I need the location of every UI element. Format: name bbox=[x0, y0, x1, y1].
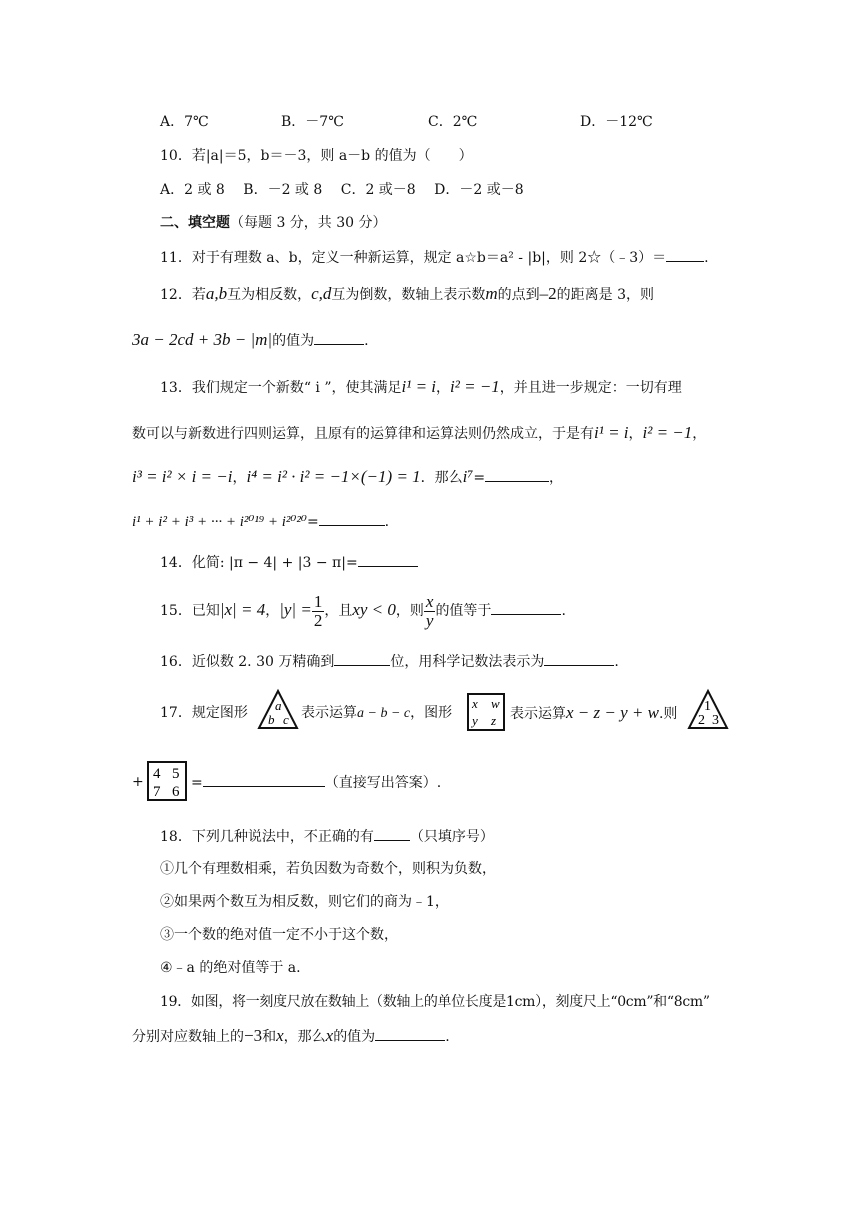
q15: 15．已知|x| = 4，|y| = $\frac{1}{2}$ ，且xy < 0，则 $\frac{x}{y}$ 的值等于 . bbox=[160, 591, 566, 630]
svg-text:x: x bbox=[472, 696, 478, 711]
svg-text:1: 1 bbox=[704, 699, 711, 714]
answer-blank[interactable] bbox=[319, 511, 385, 526]
q19-line-1: 19．如图，将一刻度尺放在数轴上（数轴上的单位长度是1cm），刻度尺上“0cm”和“8cm” bbox=[160, 994, 710, 1010]
svg-text:4: 4 bbox=[153, 766, 161, 782]
svg-text:a: a bbox=[275, 698, 282, 713]
answer-blank[interactable] bbox=[375, 1026, 445, 1041]
fraction-x-over-y: $\frac{x}{y}$ bbox=[425, 591, 434, 630]
q11: 11．对于有理数 a、b，定义一种新运算，规定 a☆b＝a² - |b|，则 2☆（﹣3）＝ . bbox=[160, 247, 709, 268]
section-title: 二、填空题 bbox=[160, 215, 230, 231]
svg-text:y: y bbox=[472, 713, 478, 728]
q10-stem: 10．若|a|＝5，b＝－3，则 a－b 的值为（ ） bbox=[160, 148, 473, 164]
answer-blank[interactable] bbox=[203, 772, 325, 787]
answer-blank[interactable] bbox=[314, 330, 364, 345]
svg-text:5: 5 bbox=[172, 766, 180, 782]
svg-text:c: c bbox=[283, 712, 289, 727]
q18-item-3: ③一个数的绝对值一定不小于这个数， bbox=[160, 927, 398, 943]
q13-line-2: 数可以与新数进行四则运算，且原有的运算律和运算法则仍然成立，于是有i¹ = i，i² = −1， bbox=[132, 423, 707, 442]
q17-op1: 表示运算a − b − c，图形 bbox=[301, 705, 453, 721]
q11-text: 11．对于有理数 a、b，定义一种新运算，规定 a☆b＝a² - |b|，则 2☆（﹣3）＝ bbox=[160, 250, 667, 266]
q18-item-4: ④﹣a 的绝对值等于 a. bbox=[160, 960, 301, 976]
q9-option-a: A．7℃ bbox=[160, 114, 209, 130]
triangle-abc-figure bbox=[256, 688, 300, 732]
q18-item-1: ①几个有理数相乘，若负因数为奇数个，则积为负数， bbox=[160, 861, 496, 877]
q9-option-d: D．－12℃ bbox=[580, 114, 653, 130]
answer-blank[interactable] bbox=[491, 600, 561, 615]
q18-stem-line: 18．下列几种说法中，不正确的有 （只填序号） bbox=[160, 826, 494, 847]
q12-line-2: 3a − 2cd + 3b − |m|的值为 . bbox=[132, 330, 369, 349]
q19-line-2: 分别对应数轴上的−3和x，那么x的值为 . bbox=[132, 1026, 450, 1045]
q18-item-2: ②如果两个数互为相反数，则它们的商为﹣1， bbox=[160, 894, 449, 910]
square-4576-figure bbox=[146, 760, 188, 802]
q17-prefix: 17．规定图形 bbox=[160, 705, 248, 721]
q9-option-b: B．－7℃ bbox=[281, 114, 344, 130]
q12-expression: 3a − 2cd + 3b − |m| bbox=[132, 330, 273, 349]
answer-blank[interactable] bbox=[358, 552, 418, 567]
answer-blank[interactable] bbox=[485, 467, 549, 482]
svg-text:2: 2 bbox=[698, 713, 705, 728]
q16: 16．近似数 2. 30 万精确到 位，用科学记数法表示为 . bbox=[160, 651, 619, 672]
svg-text:7: 7 bbox=[153, 784, 161, 800]
answer-blank[interactable] bbox=[544, 651, 614, 666]
q10-options: A．2 或 8 B．－2 或 8 C．2 或－8 D．－2 或－8 bbox=[160, 182, 524, 198]
svg-text:w: w bbox=[491, 696, 500, 711]
q17-answer-line: = （直接写出答案）. bbox=[191, 772, 441, 793]
square-xwyz-figure bbox=[466, 692, 506, 732]
triangle-123-figure bbox=[686, 688, 730, 732]
q13-line-1: 13．我们规定一个新数“ i ”，使其满足i¹ = i，i² = −1，并且进一步规定：一切有理 bbox=[160, 377, 682, 396]
section-heading bbox=[160, 213, 387, 233]
answer-blank[interactable] bbox=[334, 651, 390, 666]
plus-sign: + bbox=[132, 774, 144, 790]
q12-line-1: 12．若a,b互为相反数，c,d互为倒数，数轴上表示数m的点到–2的距离是 3，则 bbox=[160, 284, 655, 303]
q13-line-4: i¹ + i² + i³ + ··· + i²⁰¹⁹ + i²⁰²⁰= . bbox=[132, 511, 389, 532]
svg-text:b: b bbox=[268, 712, 275, 727]
q13-line-3: i³ = i² × i = −i，i⁴ = i² · i² = −1×(−1) = 1．那么i⁷= ， bbox=[132, 467, 564, 486]
svg-text:6: 6 bbox=[172, 784, 180, 800]
q17-op2: 表示运算x − z − y + w.则 bbox=[510, 703, 678, 722]
answer-blank[interactable] bbox=[666, 247, 704, 262]
q9-option-c: C．2℃ bbox=[428, 114, 478, 130]
q14-text: 14．化简: |π − 4| + |3 − π|= bbox=[160, 555, 358, 571]
fraction-one-half: $\frac{1}{2}$ bbox=[313, 591, 323, 630]
answer-blank[interactable] bbox=[374, 826, 410, 841]
svg-text:z: z bbox=[491, 713, 497, 728]
svg-text:3: 3 bbox=[712, 713, 719, 728]
q14 bbox=[160, 552, 418, 573]
section-note: （每题 3 分，共 30 分） bbox=[230, 215, 387, 231]
